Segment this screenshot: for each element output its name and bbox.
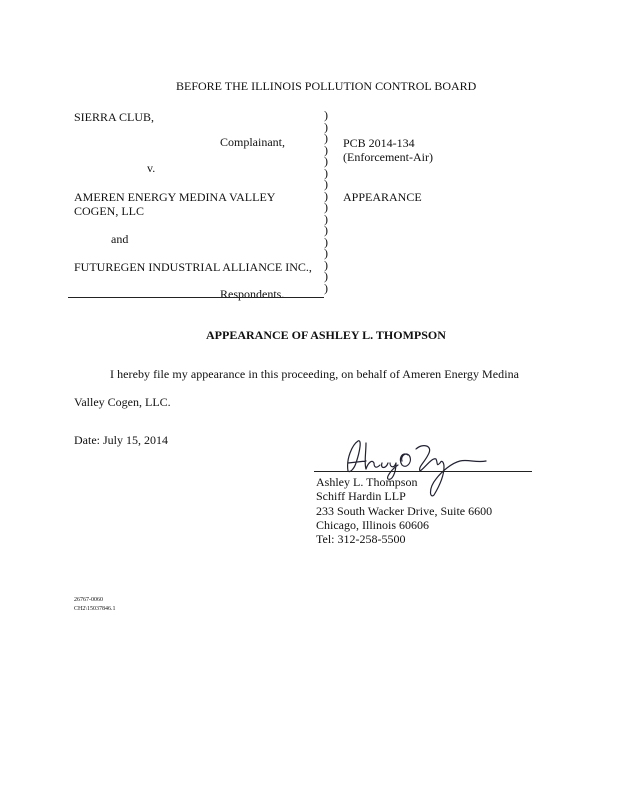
paren-1: ) [324, 108, 328, 122]
paren-16: ) [324, 280, 328, 295]
body-text-line2: Valley Cogen, LLC. [74, 395, 171, 409]
body-text-line1: I hereby file my appearance in this proceeding, on behalf of Ameren Energy Medina [110, 367, 520, 381]
paren-13: ) [324, 246, 328, 260]
attorney-name: Ashley L. Thompson [316, 475, 418, 489]
respondent1-line2: COGEN, LLC [74, 204, 144, 218]
paren-2: ) [324, 119, 328, 134]
footer-code-1: 26767-0060 [74, 597, 103, 603]
respondent2-name: FUTUREGEN INDUSTRIAL ALLIANCE INC., [74, 260, 312, 274]
paren-12: ) [324, 234, 328, 249]
paren-10: ) [324, 211, 328, 226]
respondents-role: Respondents. [220, 287, 285, 301]
versus-label: v. [147, 161, 156, 175]
paren-9: ) [324, 200, 328, 214]
telephone: Tel: 312-258-5500 [316, 532, 406, 546]
caption-underline [68, 297, 324, 298]
case-number: PCB 2014-134 [343, 136, 415, 150]
signature-line [314, 471, 532, 472]
and-label: and [111, 232, 129, 246]
document-type: APPEARANCE [343, 190, 422, 204]
paren-8: ) [324, 188, 328, 203]
paren-4: ) [324, 142, 328, 157]
board-title: BEFORE THE ILLINOIS POLLUTION CONTROL BOARD [176, 79, 477, 93]
complainant-name: SIERRA CLUB, [74, 110, 155, 124]
paren-3: ) [324, 131, 328, 145]
case-type: (Enforcement-Air) [343, 150, 433, 164]
caption-parentheses [324, 110, 332, 294]
paren-7: ) [324, 177, 328, 191]
street-address: 233 South Wacker Drive, Suite 6600 [316, 504, 493, 518]
law-firm: Schiff Hardin LLP [316, 489, 406, 503]
paren-15: ) [324, 269, 328, 283]
paren-5: ) [324, 154, 328, 168]
appearance-heading: APPEARANCE OF ASHLEY L. THOMPSON [206, 328, 446, 342]
complainant-role: Complainant, [220, 135, 285, 149]
paren-11: ) [324, 223, 328, 237]
filing-date: Date: July 15, 2014 [74, 433, 168, 447]
paren-14: ) [324, 257, 328, 272]
footer-code-2: CH2\15037846.1 [74, 606, 116, 612]
respondent1-line1: AMEREN ENERGY MEDINA VALLEY [74, 190, 276, 204]
city-state-zip: Chicago, Illinois 60606 [316, 518, 429, 532]
paren-6: ) [324, 165, 328, 180]
